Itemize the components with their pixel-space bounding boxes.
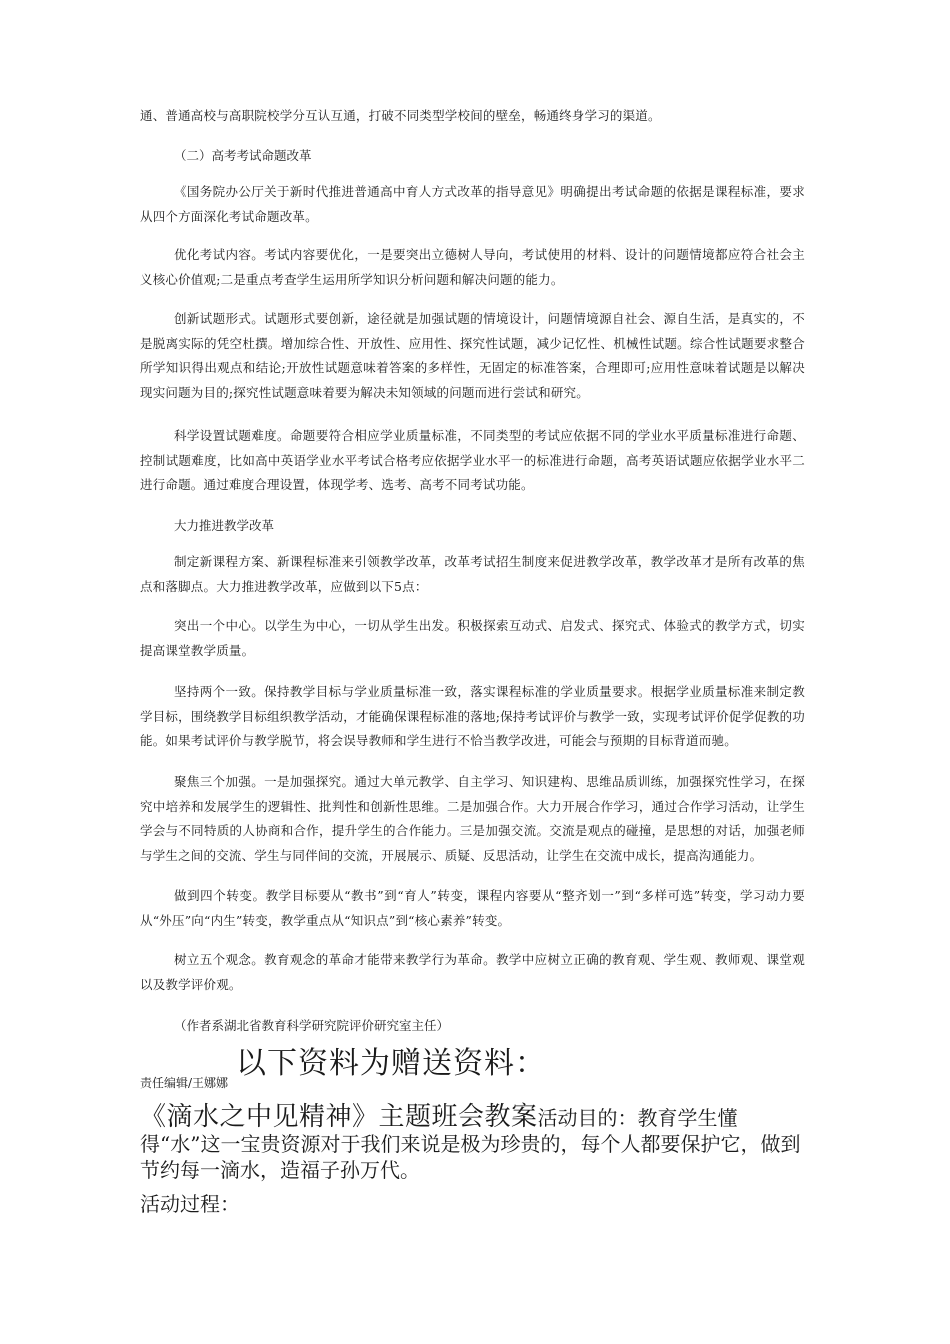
paragraph: 树立五个观念。教育观念的革命才能带来教学行为革命。教学中应树立正确的教育观、学生观、教师观、课堂观以及教学评价观。 — [140, 952, 805, 992]
paragraph: 创新试题形式。试题形式要创新，途径就是加强试题的情境设计，问题情境源自社会、源自生活，是真实的，不是脱离实际的凭空杜撰。增加综合性、开放性、应用性、探究性试题，减少记忆性、机械性试题。综合性试题要求整合所学知识得出观点和结论;开放性试题意味着答案的多样性，无固定的标准答案，合理即可;应用性意味着试题是以解决现实问题为目的;探究性试题意味着要为解决未知领域的问题而进行尝试和研究。 — [140, 311, 805, 400]
paragraph: 聚焦三个加强。一是加强探究。通过大单元教学、自主学习、知识建构、思维品质训练，加强探究性学习，在探究中培养和发展学生的逻辑性、批判性和创新性思维。二是加强合作。大力开展合作学习，通过合作学习活动，让学生学会与不同特质的人协商和合作，提升学生的合作能力。三是加强交流。交流是观点的碰撞，是思想的对话，加强老师与学生之间的交流、学生与同伴间的交流，开展展示、质疑、反思活动，让学生在交流中成长，提高沟通能力。 — [140, 774, 805, 863]
paragraph: 通、普通高校与高职院校学分互认互通，打破不同类型学校间的壁垒，畅通终身学习的渠道。 — [140, 108, 661, 123]
lesson-plan-intro — [140, 1104, 810, 1183]
lesson-plan-title: 《滴水之中见精神》主题班会教案 — [140, 1102, 538, 1132]
paragraph: 制定新课程方案、新课程标准来引领教学改革，改革考试招生制度来促进教学改革，教学改革才是所有改革的焦点和落脚点。大力推进教学改革，应做到以下5点： — [140, 554, 805, 594]
paragraph: 坚持两个一致。保持教学目标与学业质量标准一致，落实课程标准的学业质量要求。根据学业质量标准来制定教学目标，围绕教学目标组织教学活动，才能确保课程标准的落地;保持考试评价与教学一致，实现考试评价促学促教的功能。如果考试评价与教学脱节，将会误导教师和学生进行不恰当教学改进，可能会与预期的目标背道而驰。 — [140, 684, 805, 748]
section-heading: 大力推进教学改革 — [174, 518, 275, 533]
paragraph: 科学设置试题难度。命题要符合相应学业质量标准，不同类型的考试应依据不同的学业水平质量标准进行命题、控制试题难度，比如高中英语学业水平考试合格考应依据学业水平一的标准进行命题，高考英语试题应依据学业水平二进行命题。通过难度合理设置，体现学考、选考、高考不同考试功能。 — [140, 428, 805, 492]
section-heading: （二）高考考试命题改革 — [174, 148, 312, 163]
paragraph: 突出一个中心。以学生为中心，一切从学生出发。积极探索互动式、启发式、探究式、体验式的教学方式，切实提高课堂教学质量。 — [140, 618, 805, 658]
paragraph: 做到四个转变。教学目标要从“教书”到“育人”转变，课程内容要从“整齐划一”到“多样可选”转变，学习动力要从“外压”向“内生”转变，教学重点从“知识点”到“核心素养”转变。 — [140, 888, 805, 928]
author-note: （作者系湖北省教育科学研究院评价研究室主任） — [174, 1018, 450, 1033]
paragraph: 优化考试内容。考试内容要优化，一是要突出立德树人导向，考试使用的材料、设计的问题情境都应符合社会主义核心价值观;二是重点考查学生运用所学知识分析问题和解决问题的能力。 — [140, 247, 805, 287]
gift-heading: 以下资料为赠送资料： — [236, 1046, 546, 1081]
paragraph: 《国务院办公厅关于新时代推进普通高中育人方式改革的指导意见》明确提出考试命题的依据是课程标准，要求从四个方面深化考试命题改革。 — [140, 184, 805, 224]
process-label: 活动过程： — [140, 1192, 240, 1216]
editor-credit: 责任编辑/王娜娜 — [140, 1076, 229, 1090]
lesson-plan-goal: 活动目的：教育学生懂得“水”这一宝贵资源对于我们来说是极为珍贵的，每个人都要保护它，做到节约每一滴水，造福子孙万代。 — [140, 1106, 801, 1182]
